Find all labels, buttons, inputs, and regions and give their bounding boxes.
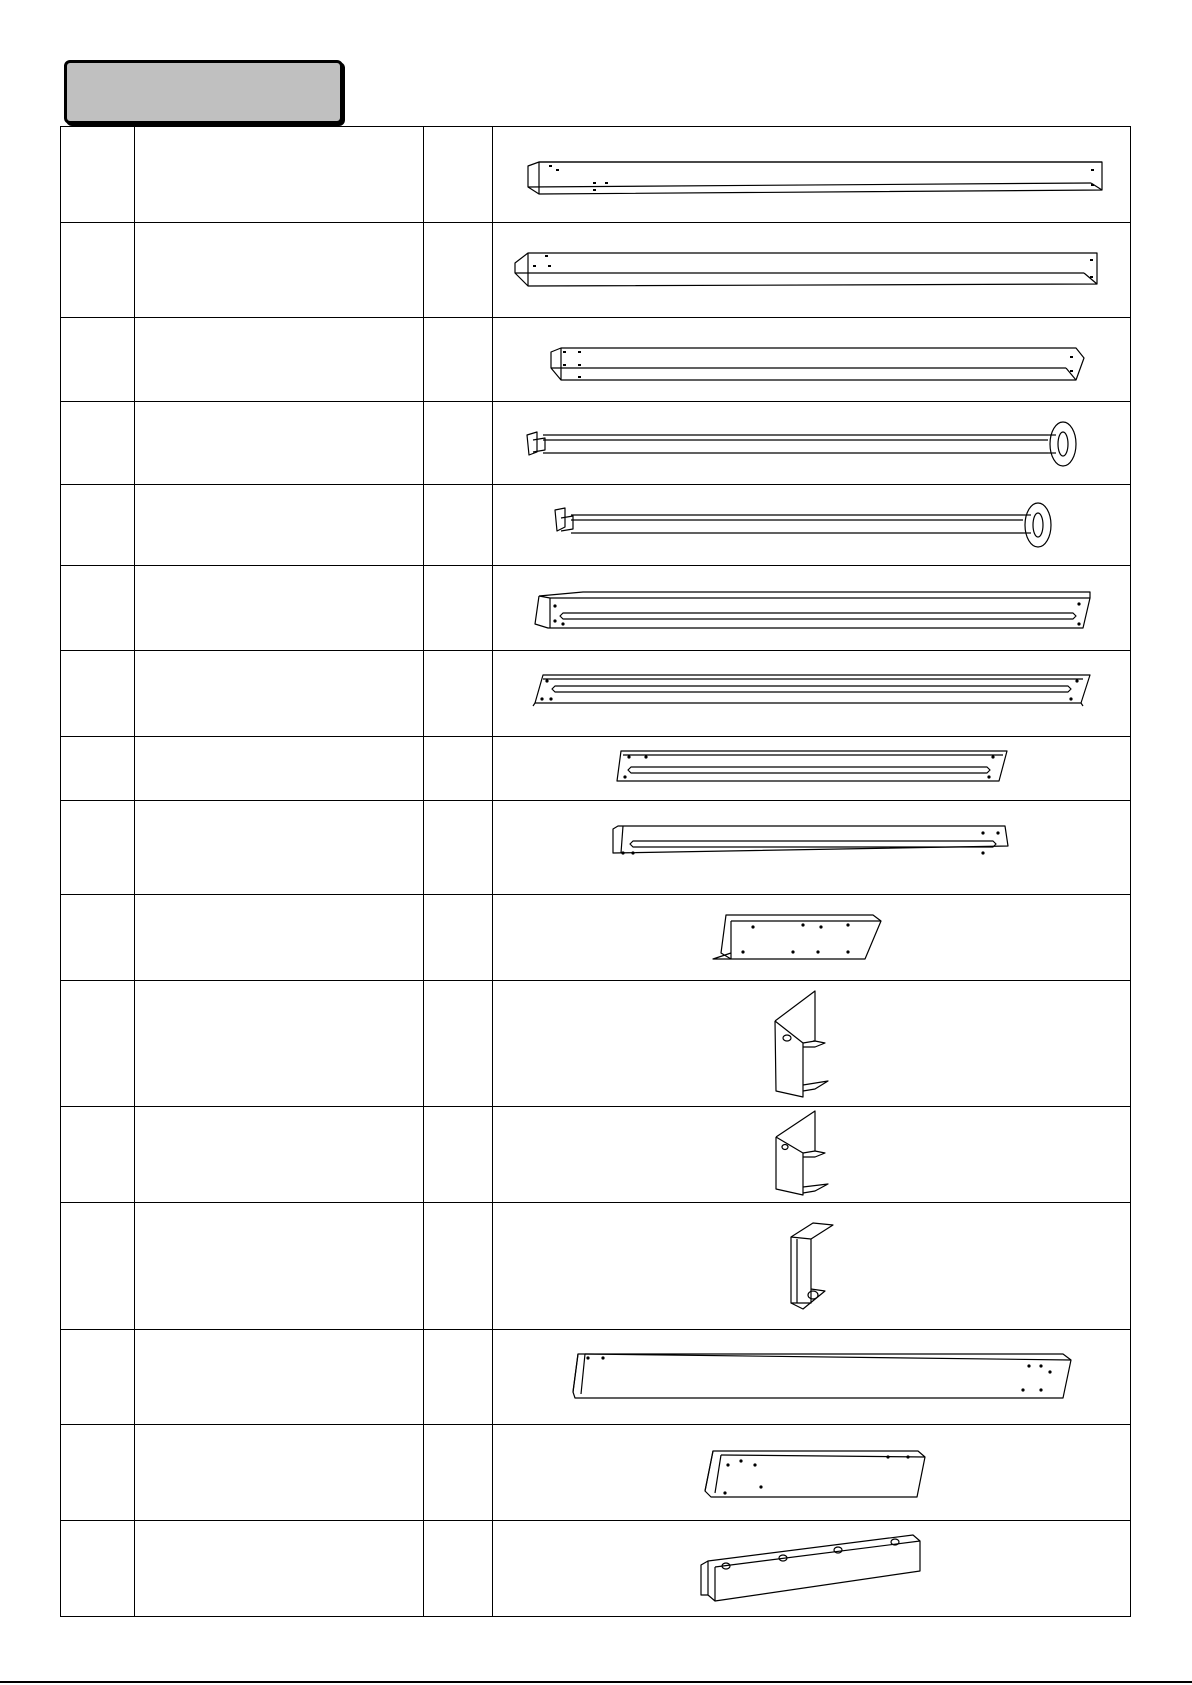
part-description xyxy=(135,981,424,1107)
table-row xyxy=(61,801,1131,895)
part-description xyxy=(135,895,424,981)
square-tube-long-icon xyxy=(493,127,1130,222)
part-image xyxy=(493,223,1131,318)
part-quantity xyxy=(424,1107,493,1203)
part-number xyxy=(61,1107,135,1203)
part-image xyxy=(493,1330,1131,1425)
table-row xyxy=(61,895,1131,981)
part-number xyxy=(61,127,135,223)
angle-plate-short-icon xyxy=(493,1425,1130,1520)
channel-rail-icon xyxy=(493,566,1130,650)
table-row xyxy=(61,1521,1131,1617)
part-description xyxy=(135,402,424,485)
part-description xyxy=(135,1521,424,1617)
part-image xyxy=(493,1521,1131,1617)
part-number xyxy=(61,1203,135,1330)
table-row xyxy=(61,318,1131,402)
part-image xyxy=(493,737,1131,801)
part-description xyxy=(135,485,424,566)
table-row xyxy=(61,737,1131,801)
part-quantity xyxy=(424,318,493,402)
part-quantity xyxy=(424,1203,493,1330)
part-quantity xyxy=(424,223,493,318)
part-quantity xyxy=(424,651,493,737)
table-row xyxy=(61,566,1131,651)
part-quantity xyxy=(424,485,493,566)
part-description xyxy=(135,1425,424,1521)
corner-bracket-large-icon xyxy=(493,981,1130,1106)
table-row xyxy=(61,981,1131,1107)
part-quantity xyxy=(424,981,493,1107)
part-description xyxy=(135,801,424,895)
page-bottom-rule xyxy=(0,1681,1192,1683)
corner-bracket-small-icon xyxy=(493,1107,1130,1202)
table-row xyxy=(61,1425,1131,1521)
channel-bracket-icon xyxy=(493,1521,1130,1616)
part-image xyxy=(493,127,1131,223)
part-number xyxy=(61,895,135,981)
part-description xyxy=(135,651,424,737)
part-number xyxy=(61,1425,135,1521)
section-title-box xyxy=(64,60,343,124)
table-row xyxy=(61,651,1131,737)
square-tube-medium-icon xyxy=(493,318,1130,401)
part-image xyxy=(493,566,1131,651)
channel-rail-icon xyxy=(493,651,1130,736)
part-quantity xyxy=(424,801,493,895)
part-image xyxy=(493,402,1131,485)
leg-tube-with-plate-icon xyxy=(493,485,1130,565)
part-image xyxy=(493,981,1131,1107)
table-row xyxy=(61,1330,1131,1425)
table-row xyxy=(61,485,1131,566)
table-row xyxy=(61,1107,1131,1203)
part-description xyxy=(135,223,424,318)
part-image xyxy=(493,651,1131,737)
leg-tube-with-plate-icon xyxy=(493,402,1130,484)
z-bracket-icon xyxy=(493,895,1130,980)
part-description xyxy=(135,1330,424,1425)
part-number xyxy=(61,1330,135,1425)
part-quantity xyxy=(424,895,493,981)
part-number xyxy=(61,981,135,1107)
part-image xyxy=(493,318,1131,402)
square-tube-long-icon xyxy=(493,223,1130,317)
part-image xyxy=(493,1107,1131,1203)
part-number xyxy=(61,318,135,402)
part-number xyxy=(61,737,135,801)
channel-rail-short-icon xyxy=(493,737,1130,800)
part-quantity xyxy=(424,127,493,223)
part-number xyxy=(61,223,135,318)
part-quantity xyxy=(424,1330,493,1425)
part-description xyxy=(135,737,424,801)
part-number xyxy=(61,1521,135,1617)
part-number xyxy=(61,566,135,651)
part-image xyxy=(493,485,1131,566)
table-row xyxy=(61,402,1131,485)
part-quantity xyxy=(424,1521,493,1617)
u-bracket-icon xyxy=(493,1203,1130,1329)
part-description xyxy=(135,1203,424,1330)
part-description xyxy=(135,1107,424,1203)
channel-rail-short-icon xyxy=(493,801,1130,894)
table-row xyxy=(61,127,1131,223)
part-number xyxy=(61,801,135,895)
part-description xyxy=(135,566,424,651)
part-quantity xyxy=(424,402,493,485)
part-quantity xyxy=(424,566,493,651)
angle-plate-long-icon xyxy=(493,1330,1130,1424)
part-quantity xyxy=(424,1425,493,1521)
part-description xyxy=(135,127,424,223)
part-quantity xyxy=(424,737,493,801)
table-row xyxy=(61,1203,1131,1330)
part-number xyxy=(61,402,135,485)
parts-list-table xyxy=(60,126,1131,1617)
part-image xyxy=(493,1203,1131,1330)
part-number xyxy=(61,651,135,737)
part-description xyxy=(135,318,424,402)
part-number xyxy=(61,485,135,566)
part-image xyxy=(493,895,1131,981)
part-image xyxy=(493,801,1131,895)
part-image xyxy=(493,1425,1131,1521)
table-row xyxy=(61,223,1131,318)
